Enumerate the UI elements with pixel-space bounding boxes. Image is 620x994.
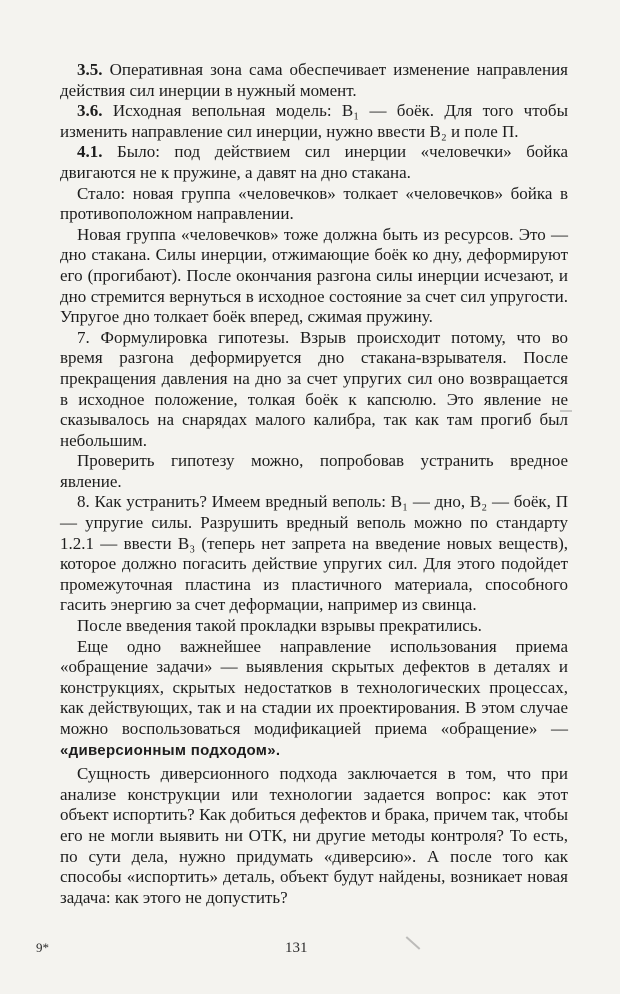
paragraph-stalo: Стало: новая группа «человечков» толкает «человечков» бойка в противоположном направлении. (60, 183, 568, 224)
paragraph-text: Исходная вепольная модель: В₁ — боёк. Для того чтобы изменить направление сил инерции, нужно ввести В₂ и поле П. (60, 101, 568, 141)
signature-mark: 9* (36, 940, 49, 955)
paragraph-check: Проверить гипотезу можно, попробовав устранить вредное явление. (60, 451, 568, 491)
page-footer (0, 938, 620, 968)
paragraph-number: 3.5. (77, 60, 103, 79)
paragraph-result: После введения такой прокладки взрывы прекратились. (77, 616, 482, 636)
paragraph-hypothesis: 7. Формулировка гипотезы. Взрыв происходит потому, что во время разгона деформируется дно стакана-взрывателя. После прекращения давления на дно за счет упругих сил оно возвращается в исходное положение, толкая боёк к капсюлю. Это явление не сказывалось на снарядах малого калибра, так как там прогиб был небольшим. (60, 327, 568, 450)
margin-mark (560, 410, 572, 412)
paragraph-how-to-fix: 8. Как устранить? Имеем вредный веполь: В₁ — дно, В₂ — боёк, П — упругие силы. Разрушить вредный веполь можно по стандарту 1.2.1 — ввести В₃ (теперь нет запрета на введение новых веществ), которое должно погасить действие упругих сил. Для этого подойдет промежуточная пластина из пластичного материала, способного гасить энергию за счет деформации, например из свинца. (60, 492, 568, 615)
paragraph-4-1 (60, 142, 568, 183)
page-body (60, 60, 568, 908)
paragraph-3-6 (60, 101, 568, 142)
paragraph-number: 3.6. (77, 101, 103, 121)
bold-term: «диверсионным подходом». (60, 741, 281, 759)
paragraph-text: Еще одно важнейшее направление использования приема «обращение задачи» — выявления скрытых дефектов в деталях и конструкциях, скрытых недостатков в технологических процессах, как действующих, так и на стадии их проектирования. В этом случае можно воспользоваться модификацией приема «обращение» — (60, 636, 568, 738)
page-number: 131 (285, 940, 308, 956)
paragraph-text: Было: под действием сил инерции «человечки» бойка двигаются не к пружине, а давят на дно стакана. (60, 142, 568, 182)
paragraph-new-group: Новая группа «человечков» тоже должна быть из ресурсов. Это — дно стакана. Силы инерции, отжимающие боёк ко дну, деформируют его (прогибают). После окончания разгона силы инерции исчезают, и дно стремится вернуться в исходное состояние за счет сил упругости. Упругое дно толкает боёк вперед, сжимая пружину. (60, 224, 568, 327)
paragraph-text: Оперативная зона сама обеспечивает изменение направления действия сил инерции в нужный момент. (60, 60, 568, 100)
paragraph-diversion: Сущность диверсионного подхода заключается в том, что при анализе конструкции или технологии задается вопрос: как этот объект испортить? Как добиться дефектов и брака, причем так, чтобы его не могли выявить ни ОТК, ни другие методы контроля? То есть, по сути дела, нужно придумать «диверсию». А после того как способы «испортить» деталь, объект будут найдены, возникает новая задача: как этого не допустить? (60, 764, 568, 907)
paragraph-number: 4.1. (77, 142, 103, 162)
paragraph-inversion (60, 637, 568, 762)
paragraph-3-5 (60, 60, 568, 101)
